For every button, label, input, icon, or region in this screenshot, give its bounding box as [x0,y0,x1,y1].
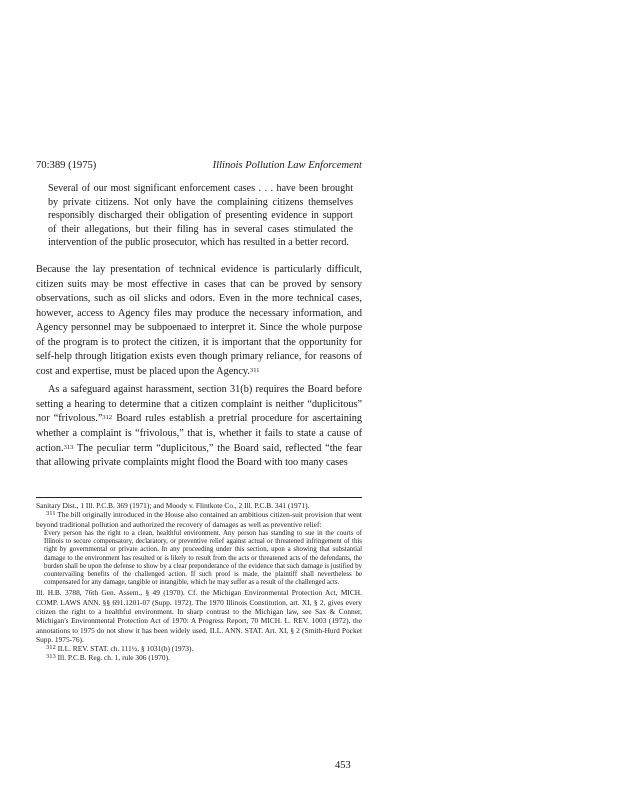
paragraph-2 [36,383,362,470]
page-number: 453 [335,760,351,771]
footnote-311 [36,510,362,529]
footnote-311-text: The bill originally introduced in the House also contained an ambitious citizen-suit provision that went beyond traditional pollution and authorized the recovery of damages as well as preventive relief: [36,510,362,529]
block-quote-text: Several of our most significant enforcement cases . . . have been brought by private citizens. Not only have the complaining citizens themselves responsibly discharged their obligation of presenting evidence in support of their allegations, but their filing has in several cases stimulated the intervention of the public prosecutor, which has resulted in a better record. [48,183,353,249]
footnotes [36,501,362,663]
body-text [36,263,362,471]
footnote-ref-311: 311 [249,366,260,374]
footnote-312 [36,644,362,653]
footnote-311-continued: Ill. H.B. 3788, 76th Gen. Assem., § 49 (1970). Cf. the Michigan Environmental Protection Act, MICH. COMP. LAWS ANN. §§ 691.1201-07 (Supp. 1972). The 1970 Illinois Constitution, art. XI, § 2, gives every citizen the right to a healthful environment. In sharp contrast to the Michigan law, see Sax & Conner, Michigan's Environmental Protection Act of 1970: A Progress Report, 70 MICH. L. REV. 1003 (1972), the annotations to 1975 do not show it has been widely used. ILL. ANN. STAT. Art. XI, § 2 (Smith-Hurd Pocket Supp. 1975-76). [36,588,362,644]
footnote-311-quote: Every person has the right to a clean, healthful environment. Any person has standing to sue in the courts of Illinois to secure compensatory, declaratory, or preventive relief against actual or threatened infringement of this right by governmental or private action. In any proceeding under this section, upon a showing that substantial damage to the environment has resulted or is likely to result from the acts or threatened acts of the defendants, the burden shall be upon the defense to show by a clear preponderance of the evidence that such damage is justified by countervailing benefits of the challenged action. If such proof is made, the plaintiff shall nevertheless be compensated for any damage, tangible or intangible, which he may suffer as a result of the challenged acts. [44,529,362,587]
header-citation: 70:389 (1975) [36,160,97,171]
header-title: Illinois Pollution Law Enforcement [212,160,362,171]
paragraph-1-text: Because the lay presentation of technical evidence is particularly difficult, citizen suits may be most effective in cases that can be proved by sensory observations, such as oil slicks and odors. Even in the more technical cases, however, access to Agency files may produce the necessary information, and Agency personnel may be subpoenaed to interpret it. Since the whole purpose of the program is to protect the citizen, it is important that the opportunity for self-help through litigation exists even though primary reliance, for reasons of cost and expertise, must be placed upon the Agency. [36,264,362,377]
footnote-ref-312: 312 [102,414,113,422]
footnote-313 [36,653,362,662]
footnote-312-text: ILL. REV. STAT. ch. 111½, § 1031(b) (1973). [55,644,194,654]
footnote-ref-313: 313 [63,443,74,451]
footnote-continuation: Sanitary Dist., 1 Ill. P.C.B. 369 (1971); and Moody v. Flintkote Co., 2 Ill. P.C.B. 341 (1971). [36,501,310,510]
footnote-divider [36,497,362,498]
paragraph-2-part-a: As a safeguard against harassment, section 31(b) requires the Board before setting a hearing to determine that a citizen complaint is neither “duplicitous” nor “frivolous.” [36,384,362,425]
paragraph-2-part-b: Board rules establish a pretrial procedure for ascertaining whether a complaint is “frivolous,” that is, whether it fails to state a cause of action. [36,413,362,454]
paragraph-1 [36,263,362,379]
footnote-313-text: Ill. P.C.B. Reg. ch. 1, rule 306 (1970). [55,653,170,663]
block-quote [48,182,353,250]
running-header [36,160,362,171]
footnote-313-number: 313 [46,653,56,661]
footnote-311-number: 311 [46,510,56,518]
paragraph-2-part-c: The peculiar term “duplicitous,” the Board said, reflected “the fear that allowing private complaints might flood the Board with too many cases [36,442,362,469]
footnote-312-number: 312 [46,644,56,652]
